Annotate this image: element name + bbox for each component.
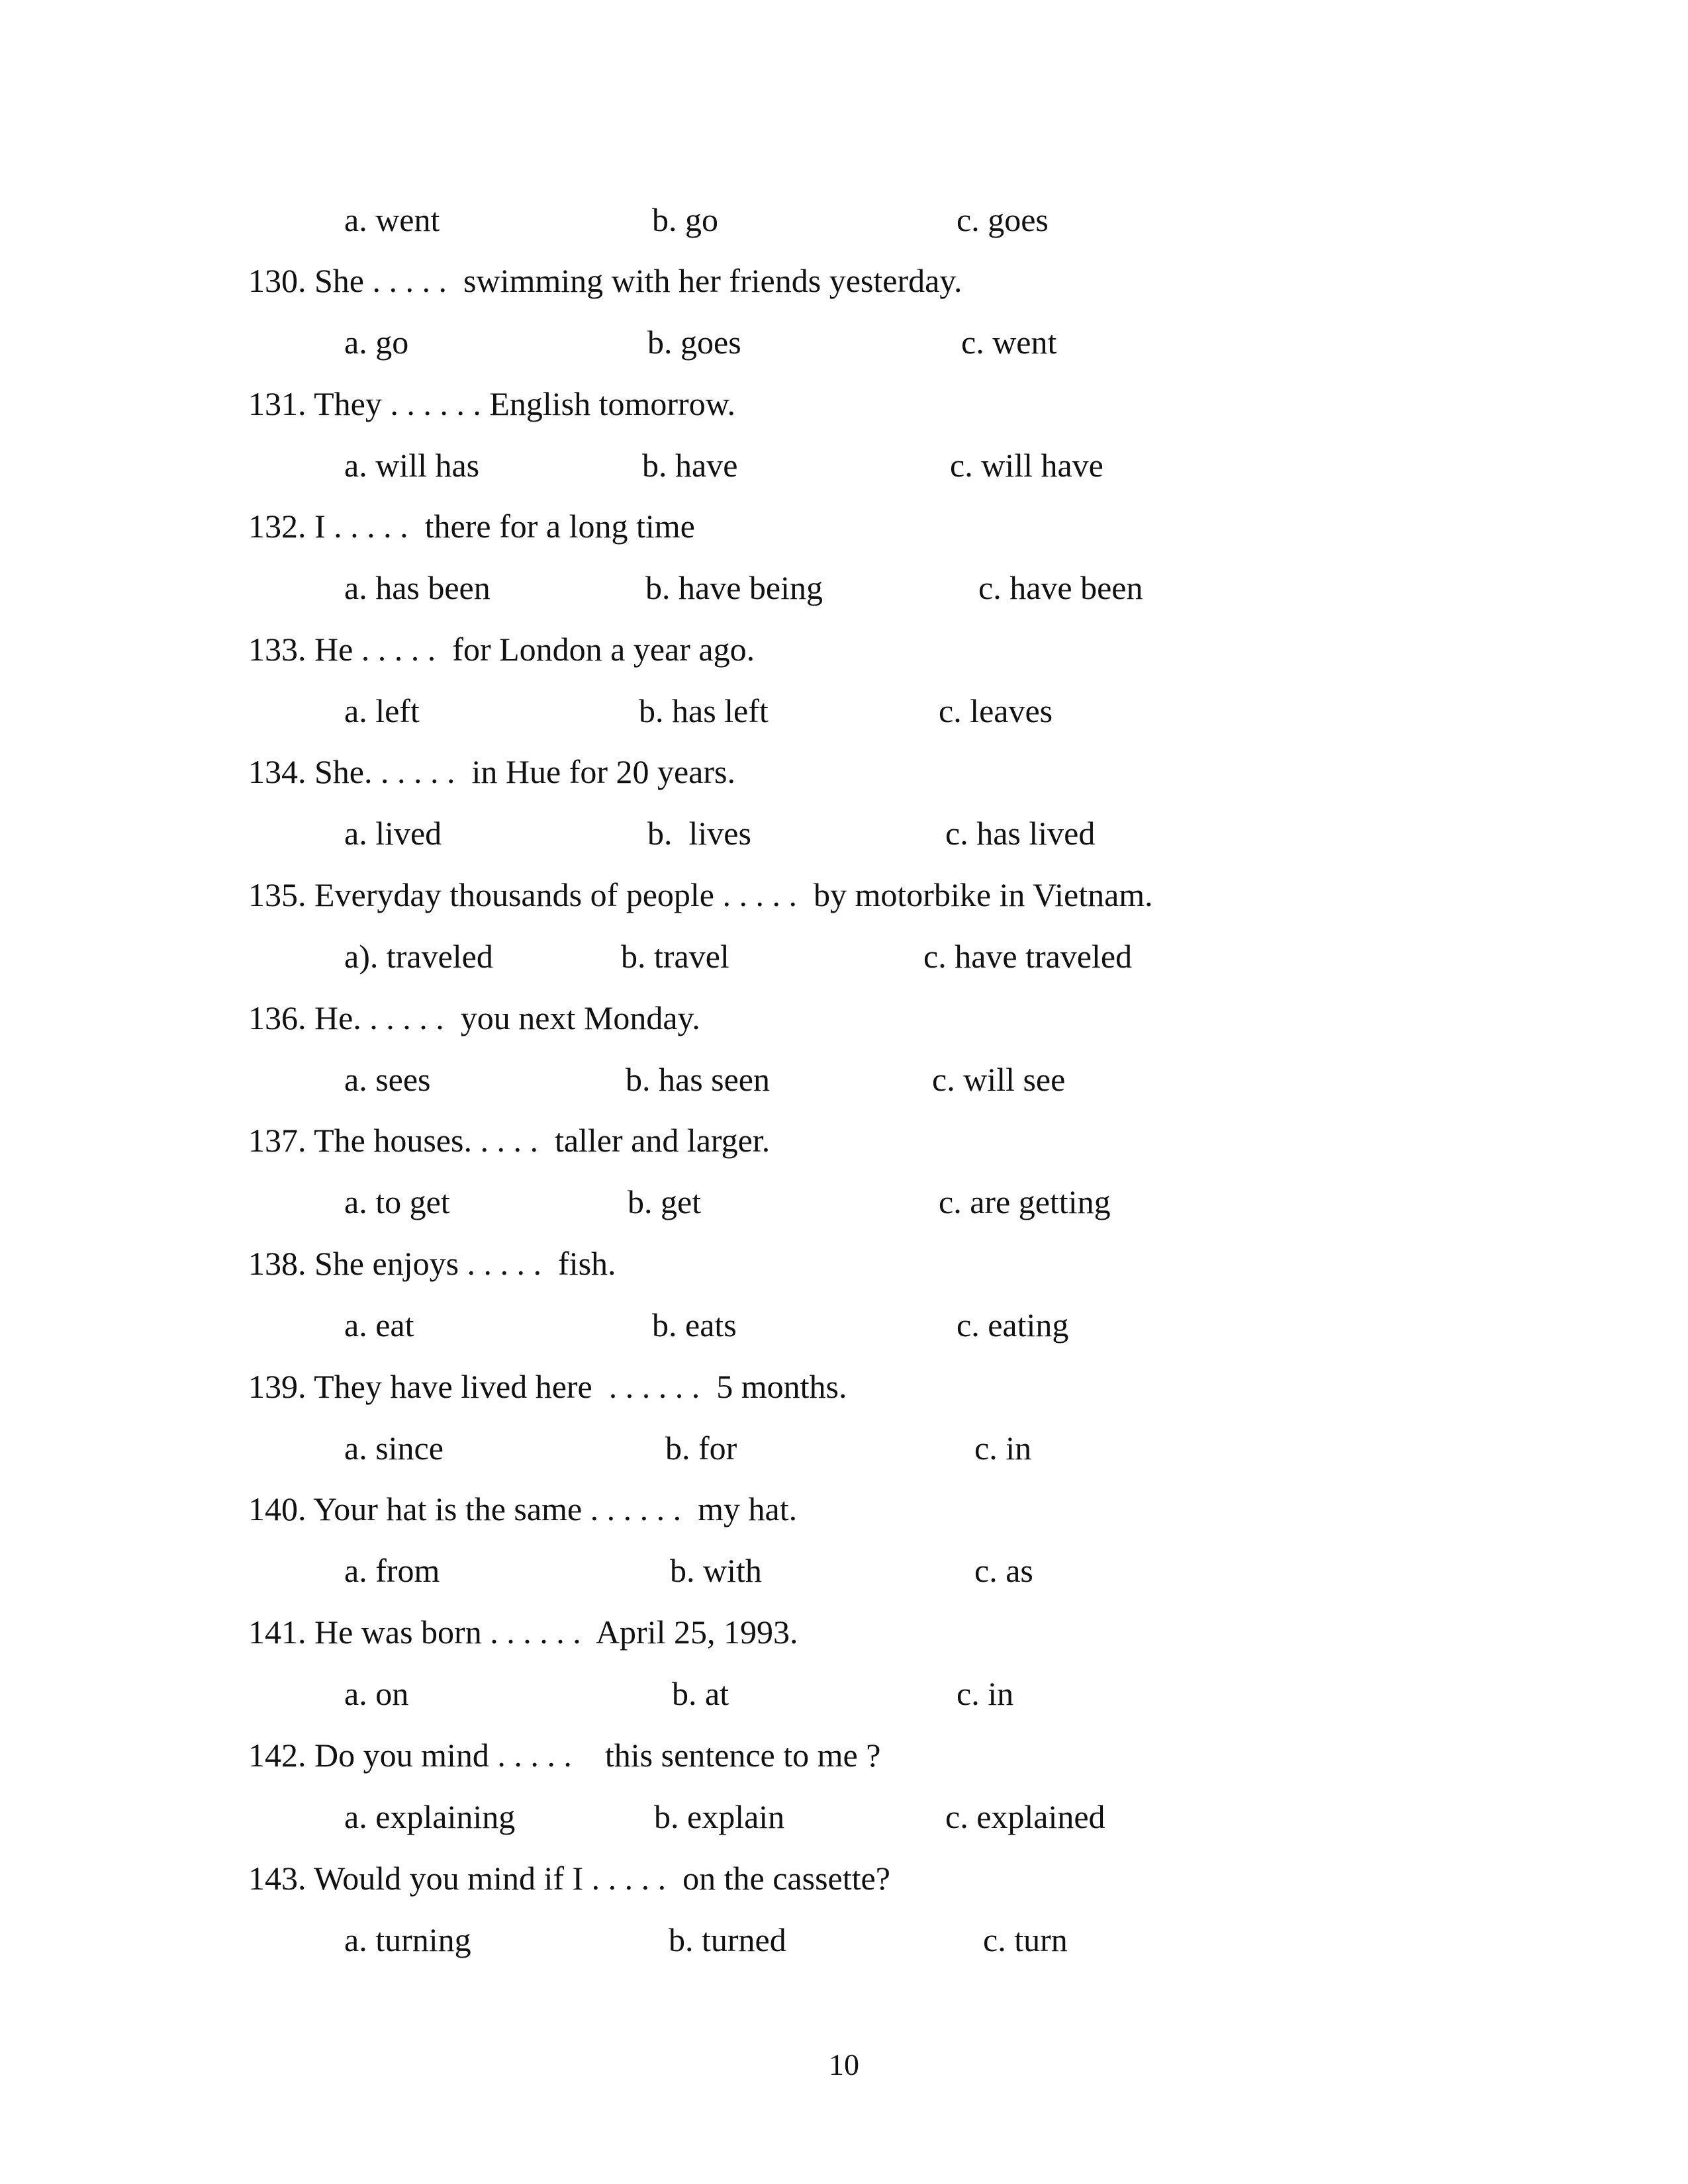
option-a: a. has been <box>344 569 491 606</box>
option-a: a. left <box>344 692 420 729</box>
option-c: c. goes <box>957 201 1049 238</box>
option-b: b. have being <box>645 569 823 606</box>
option-c: c. leaves <box>939 692 1053 729</box>
question-text: 138. She enjoys . . . . . fish. <box>248 1245 616 1282</box>
option-b: b. explain <box>654 1798 785 1835</box>
question-text: 135. Everyday thousands of people . . . . . by motorbike in Vietnam. <box>248 876 1153 913</box>
option-b: b. eats <box>652 1306 737 1343</box>
option-a: a. sees <box>344 1061 431 1098</box>
option-b: b. has seen <box>626 1061 770 1098</box>
option-b: b. go <box>652 201 718 238</box>
option-c: c. will see <box>932 1061 1066 1098</box>
option-a: a. eat <box>344 1306 414 1343</box>
option-a: a). traveled <box>344 938 493 975</box>
option-c: c. eating <box>957 1306 1069 1343</box>
question-text: 134. She. . . . . . in Hue for 20 years. <box>248 753 735 790</box>
option-a: a. lived <box>344 815 442 852</box>
option-c: c. went <box>961 324 1057 361</box>
option-c: c. explained <box>945 1798 1105 1835</box>
option-a: a. from <box>344 1552 440 1589</box>
option-a: a. since <box>344 1430 444 1467</box>
question-text: 136. He. . . . . . you next Monday. <box>248 999 700 1036</box>
question-text: 137. The houses. . . . . taller and larger. <box>248 1122 771 1159</box>
option-b: b. at <box>672 1675 729 1712</box>
option-b: b. turned <box>669 1921 786 1958</box>
option-a: a. explaining <box>344 1798 516 1835</box>
option-c: c. in <box>974 1430 1032 1467</box>
option-b: b. have <box>642 447 738 484</box>
option-c: c. has lived <box>945 815 1096 852</box>
option-a: a. on <box>344 1675 409 1712</box>
option-c: c. in <box>957 1675 1014 1712</box>
option-b: b. has left <box>639 692 769 729</box>
question-text: 131. They . . . . . . English tomorrow. <box>248 385 736 422</box>
option-a: a. will has <box>344 447 480 484</box>
page-number: 10 <box>829 2048 859 2081</box>
question-text: 141. He was born . . . . . . April 25, 1993. <box>248 1614 798 1651</box>
option-b: b. with <box>670 1552 762 1589</box>
option-c: c. have traveled <box>923 938 1133 975</box>
option-a: a. turning <box>344 1921 471 1958</box>
question-text: 133. He . . . . . for London a year ago. <box>248 631 755 668</box>
option-b: b. travel <box>621 938 729 975</box>
option-c: c. turn <box>983 1921 1068 1958</box>
option-a: a. to get <box>344 1183 450 1220</box>
option-b: b. goes <box>647 324 741 361</box>
option-b: b. for <box>665 1430 737 1467</box>
question-text: 143. Would you mind if I . . . . . on the cassette? <box>248 1860 890 1897</box>
option-b: b. get <box>628 1183 702 1220</box>
question-text: 140. Your hat is the same . . . . . . my hat. <box>248 1490 798 1527</box>
question-text: 132. I . . . . . there for a long time <box>248 508 695 545</box>
option-c: c. have been <box>978 569 1143 606</box>
option-c: c. as <box>974 1552 1033 1589</box>
option-a: a. go <box>344 324 409 361</box>
option-a: a. went <box>344 201 440 238</box>
question-text: 130. She . . . . . swimming with her friends yesterday. <box>248 262 962 299</box>
option-c: c. are getting <box>939 1183 1111 1220</box>
option-c: c. will have <box>950 447 1103 484</box>
question-text: 142. Do you mind . . . . . this sentence to me ? <box>248 1737 881 1774</box>
option-b: b. lives <box>647 815 751 852</box>
question-text: 139. They have lived here . . . . . . 5 months. <box>248 1368 847 1405</box>
